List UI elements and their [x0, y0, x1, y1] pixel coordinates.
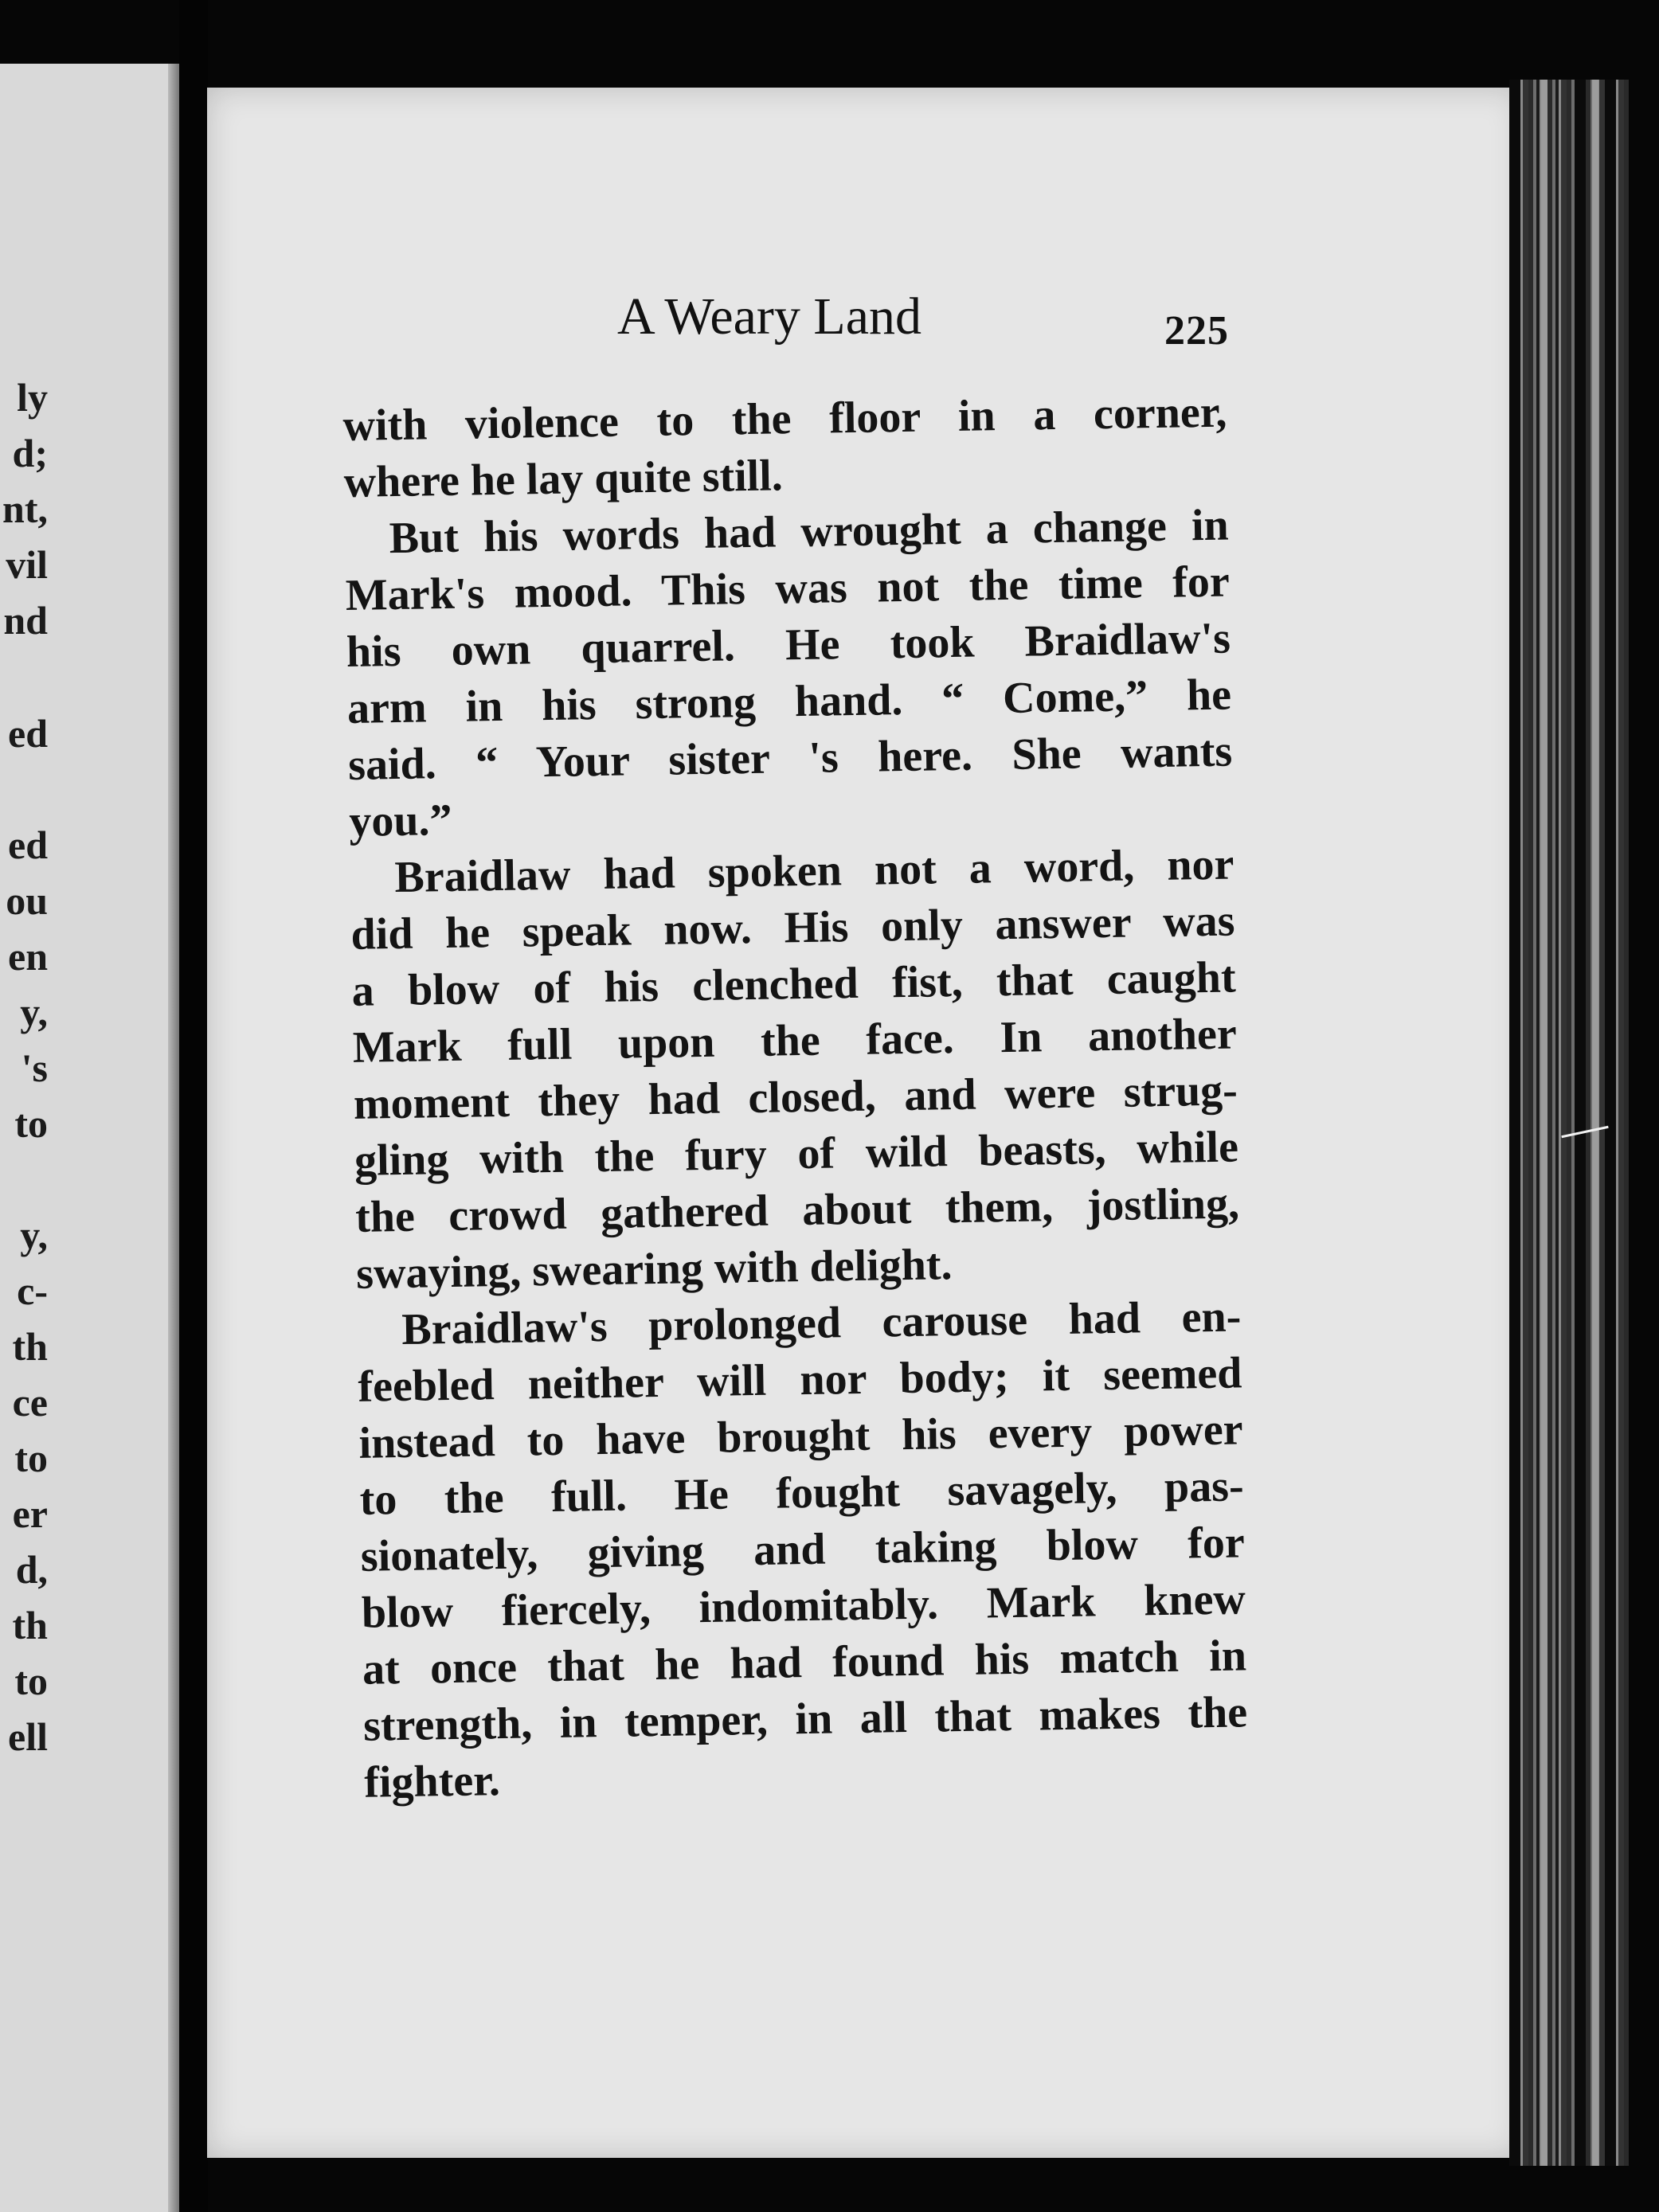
- left-fragment: nd: [3, 598, 48, 643]
- left-fragment: d;: [12, 431, 48, 475]
- text-line: Braidlaw had spoken not a word, nor: [393, 839, 1234, 903]
- text-line: Mark full upon the face. In another: [352, 1009, 1238, 1073]
- paragraph: [357, 1288, 1249, 1811]
- text-line: his own quarrel. He took Braidlaw's: [346, 613, 1231, 677]
- text-line: swaying, swearing with delight.: [355, 1240, 953, 1299]
- text-line: sionately, giving and taking blow for: [360, 1518, 1246, 1581]
- left-fragment: ce: [12, 1380, 48, 1425]
- running-title: A Weary Land: [617, 287, 922, 346]
- text-line: gling with the fury of wild beasts, while: [354, 1122, 1239, 1186]
- text-line: where he lay quite still.: [343, 451, 784, 507]
- left-facing-page: [0, 64, 179, 2212]
- left-fragment: th: [12, 1603, 48, 1647]
- left-fragment: ed: [8, 711, 48, 756]
- paragraph: [344, 498, 1234, 850]
- page-number: 225: [1164, 308, 1229, 354]
- text-line: Braidlaw's prolonged carouse had en-: [401, 1292, 1242, 1354]
- text-line: Mark's mood. This was not the time for: [345, 557, 1231, 620]
- text-line: But his words had wrought a change in: [389, 500, 1230, 564]
- text-line: with violence to the floor in a corner,: [342, 387, 1227, 451]
- left-fragment: ou: [6, 878, 48, 923]
- left-fragment: c-: [17, 1268, 48, 1313]
- body-text: [342, 385, 1249, 1811]
- left-fragment: en: [8, 934, 48, 979]
- text-line: feebled neither will nor body; it seemed: [358, 1348, 1242, 1412]
- left-fragment: 's: [21, 1045, 48, 1090]
- text-line: said. “ Your sister 's here. She wants: [347, 726, 1233, 790]
- left-fragment: th: [12, 1324, 48, 1369]
- left-fragment: to: [14, 1659, 48, 1703]
- edge-band: [1509, 80, 1520, 2166]
- text-line: you.”: [348, 795, 452, 846]
- text-line: fighter.: [363, 1756, 501, 1808]
- edge-band: [1541, 80, 1547, 2166]
- book-gutter: [179, 0, 208, 2212]
- page-edges: [1509, 80, 1629, 2166]
- text-line: instead to have brought his every power: [358, 1405, 1243, 1468]
- text-line: to the full. He fought savagely, pas-: [359, 1461, 1245, 1525]
- left-fragment: y,: [20, 1213, 48, 1257]
- left-page-edge: [168, 64, 179, 2212]
- left-fragment: er: [12, 1491, 48, 1536]
- left-fragment: to: [14, 1436, 48, 1480]
- edge-band: [1575, 80, 1586, 2166]
- text-line: blow fiercely, indomitably. Mark knew: [361, 1574, 1246, 1638]
- text-line: strength, in temper, in all that makes the: [362, 1687, 1248, 1751]
- text-line: did he speak now. His only answer was: [350, 896, 1235, 959]
- paragraph: [350, 836, 1241, 1302]
- text-line: the crowd gathered about them, jostling,: [354, 1178, 1240, 1242]
- paragraph: [342, 385, 1228, 511]
- edge-band: [1592, 80, 1598, 2166]
- text-line: moment they had closed, and were strug-: [353, 1065, 1238, 1129]
- text-line: at once that he had found his match in: [362, 1631, 1247, 1694]
- left-fragment: d,: [15, 1547, 48, 1592]
- left-fragment: vil: [6, 542, 48, 587]
- text-line: a blow of his clenched fist, that caught: [351, 952, 1237, 1016]
- left-fragment: y,: [20, 990, 48, 1034]
- left-fragment: ell: [8, 1714, 48, 1759]
- left-fragment: ed: [8, 823, 48, 867]
- left-fragment: ly: [17, 375, 48, 420]
- text-line: arm in his strong hand. “ Come,” he: [346, 670, 1232, 733]
- edge-band: [1605, 80, 1616, 2166]
- left-fragment: nt,: [2, 487, 48, 531]
- left-fragment: to: [14, 1101, 48, 1146]
